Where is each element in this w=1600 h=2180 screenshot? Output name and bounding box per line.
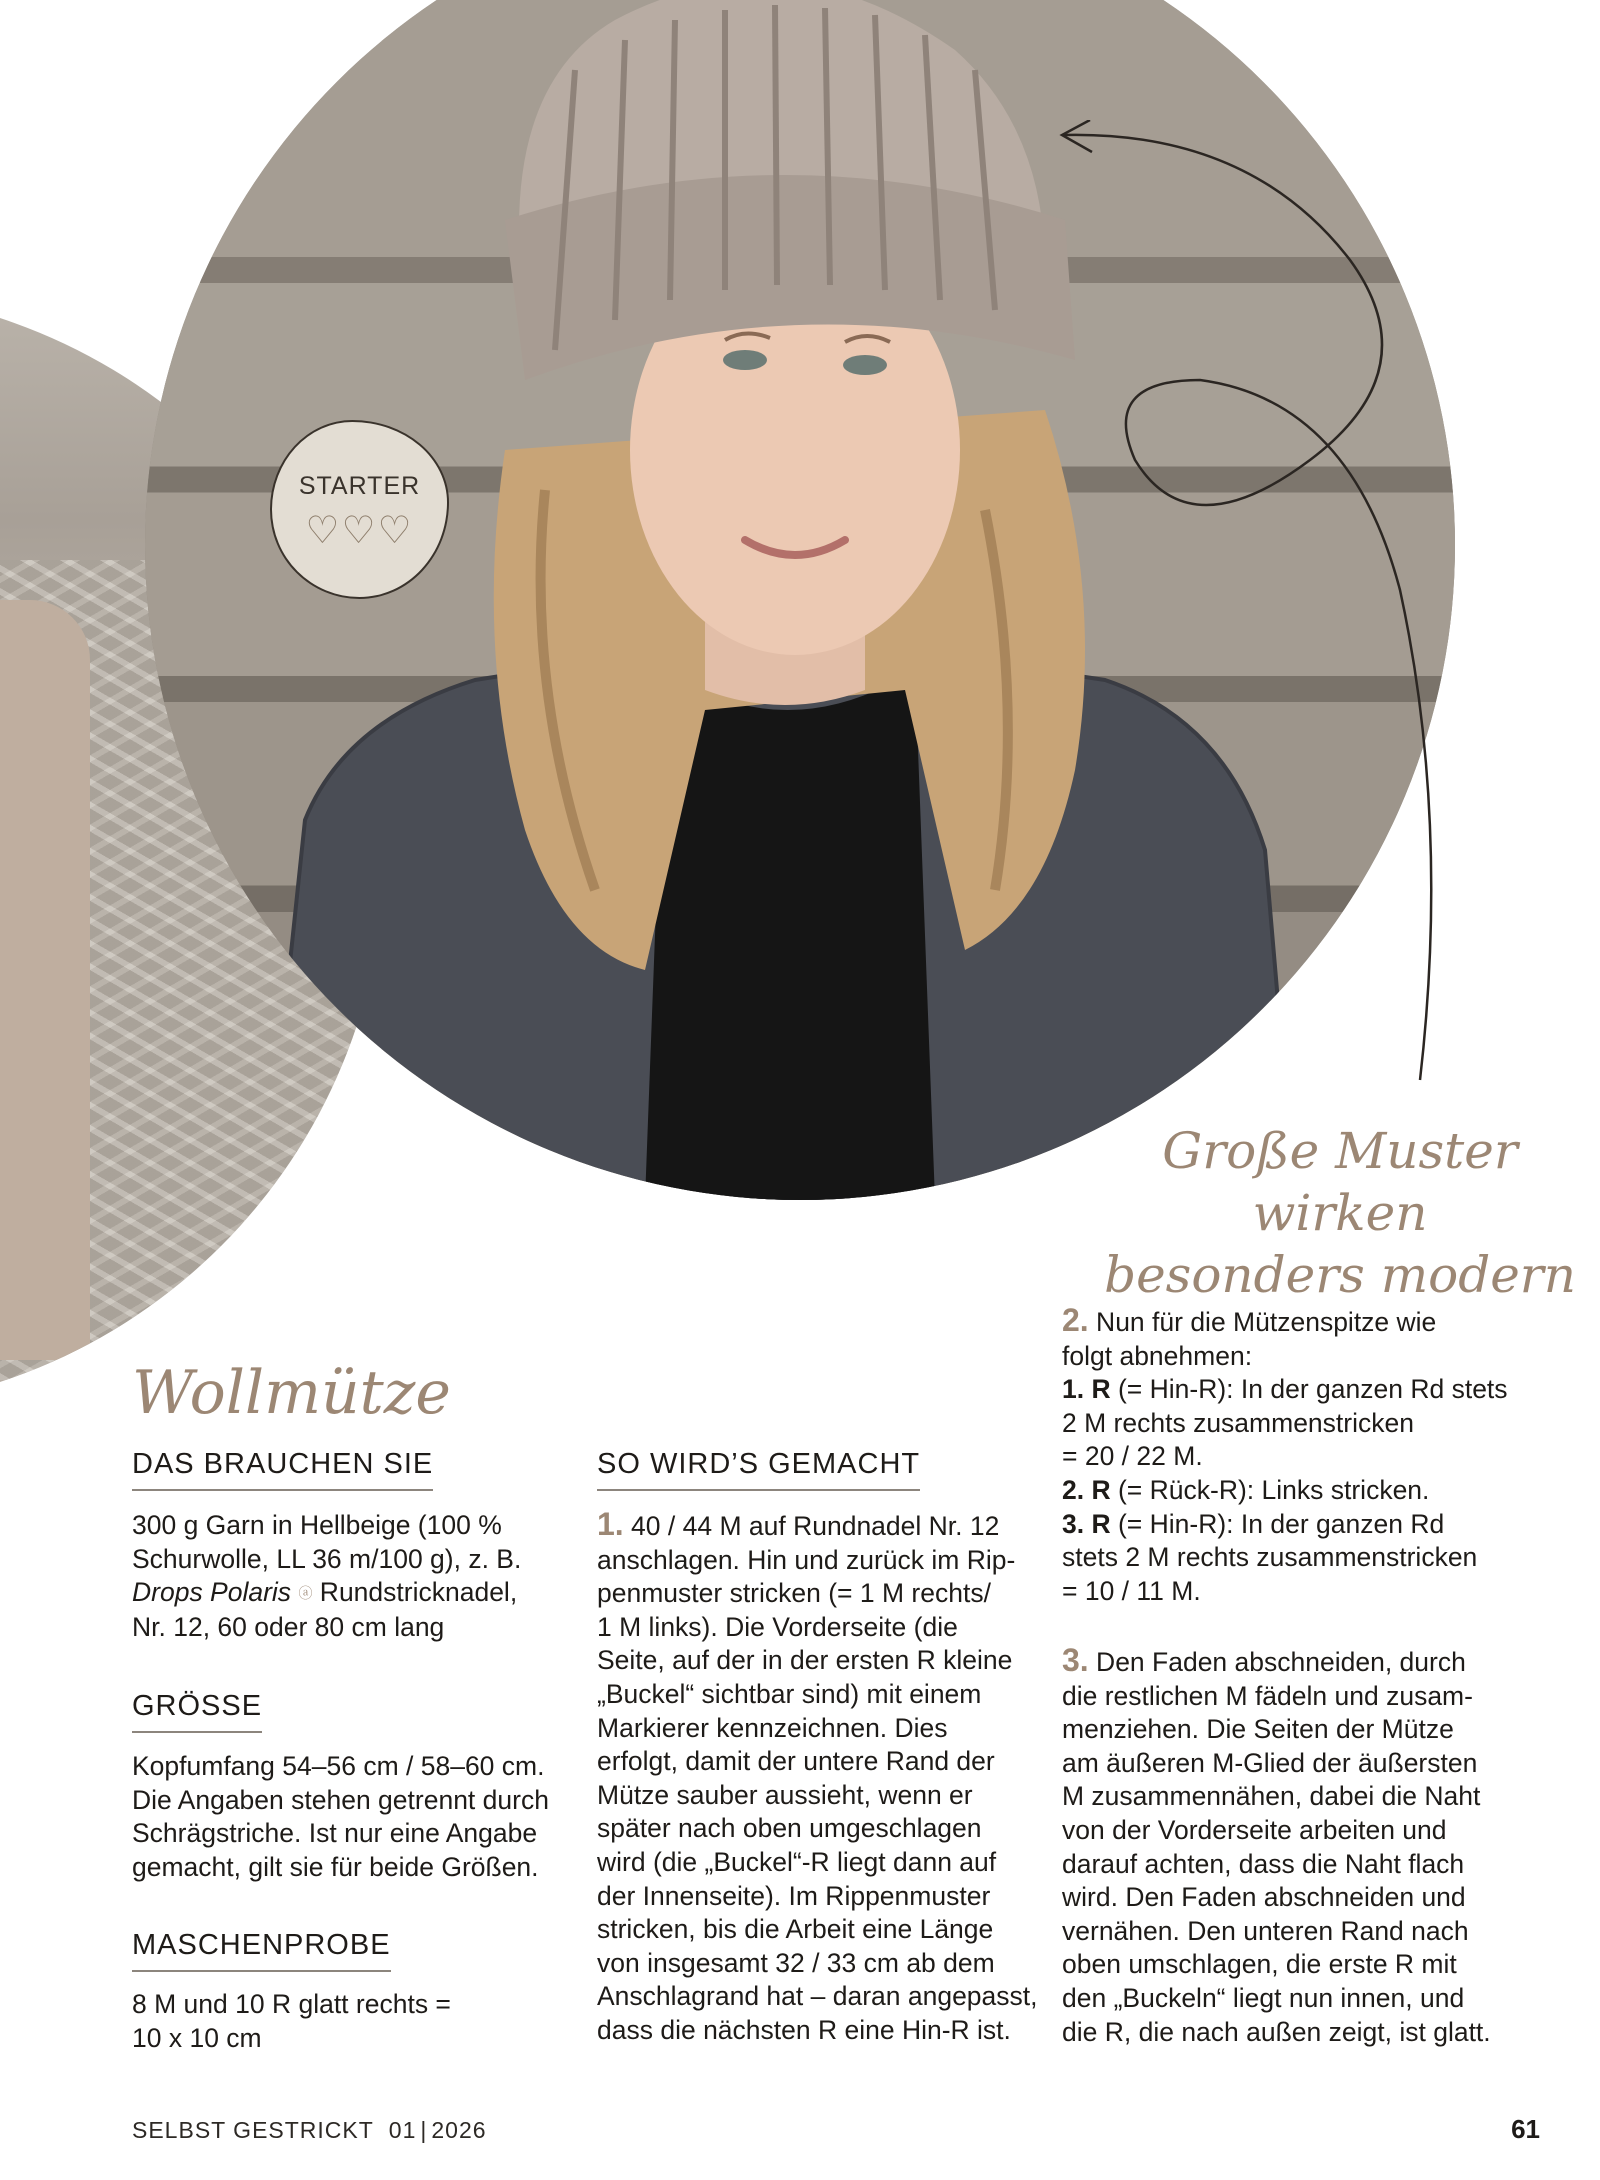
text-line <box>132 1576 562 1611</box>
text-line: darauf achten, dass die Naht flach <box>1062 1848 1465 1879</box>
text-line: M zusammennähen, dabei die Naht <box>1062 1781 1481 1812</box>
text-line: 1 M links). Die Vorderseite (die <box>597 1611 958 1642</box>
issue-number: 01 <box>388 2117 417 2143</box>
photo-coat <box>0 600 90 1360</box>
text-fragment: 40 / 44 M auf Rundnadel Nr. 12 <box>623 1511 1000 1541</box>
text-line: die R, die nach außen zeigt, ist glatt. <box>1062 2016 1491 2047</box>
text-line: gemacht, gilt sie für beide Größen. <box>132 1851 539 1882</box>
text-fragment: (= Hin-R): In der ganzen Rd <box>1110 1508 1445 1539</box>
text-line <box>1062 1304 1552 1340</box>
text-line: die restlichen M fädeln und zusam- <box>1062 1680 1473 1711</box>
step-number: 1. <box>597 1506 624 1542</box>
text-line: erfolgt, damit der untere Rand der <box>597 1746 995 1777</box>
text-fragment: Rundstricknadel, <box>312 1577 518 1608</box>
text-line <box>1062 1474 1552 1508</box>
text-line: den „Buckeln“ liegt nun innen, und <box>1062 1982 1465 2013</box>
text-line: = 20 / 22 M. <box>1062 1441 1203 1472</box>
text-line: anschlagen. Hin und zurück im Rip- <box>597 1544 1016 1575</box>
text-line: Schrägstriche. Ist nur eine Angabe <box>132 1818 538 1849</box>
caption-line: Große Muster wirken <box>1162 1122 1518 1242</box>
text-line: stets 2 M rechts zusammenstricken <box>1062 1542 1478 1573</box>
text-line: Kopfumfang 54–56 cm / 58–60 cm. <box>132 1751 545 1781</box>
text-line: stricken, bis die Arbeit eine Länge <box>597 1914 994 1945</box>
text-line: = 10 / 11 M. <box>1062 1575 1201 1606</box>
text-line: menziehen. Die Seiten der Mütze <box>1062 1714 1454 1745</box>
text-line: von insgesamt 32 / 33 cm ab dem <box>597 1947 995 1978</box>
text-line: vernähen. Den unteren Rand nach <box>1062 1915 1469 1946</box>
text-line: von der Vorderseite arbeiten und <box>1062 1814 1447 1845</box>
materials-text <box>132 1509 562 1645</box>
step1-text <box>597 1508 1047 2048</box>
photo-window <box>70 110 84 270</box>
registered-icon: ⓐ <box>298 1585 313 1602</box>
gauge-text <box>132 1988 562 2055</box>
issue-year: 2026 <box>431 2117 487 2143</box>
size-text <box>132 1750 562 1884</box>
photo-window <box>20 110 34 270</box>
page-number: 61 <box>1511 2114 1540 2144</box>
pattern-title: Wollmütze <box>132 1358 451 1428</box>
text-fragment: Nun für die Mützenspitze wie <box>1088 1307 1437 1337</box>
step3-text <box>1062 1644 1552 2049</box>
starter-label: STARTER <box>298 472 421 500</box>
text-line <box>1062 1373 1552 1407</box>
yarn-brand: Drops Polaris <box>132 1577 292 1608</box>
instructions-heading: SO WIRD’S GEMACHT <box>597 1448 920 1491</box>
magazine-name: SELBST GESTRICKT <box>132 2117 374 2143</box>
materials-heading: DAS BRAUCHEN SIE <box>132 1448 433 1491</box>
text-line: „Buckel“ sichtbar sind) mit einem <box>597 1678 982 1709</box>
text-fragment: (= Rück-R): Links stricken. <box>1110 1474 1430 1505</box>
text-line: Anschlagrand hat – daran angepasst, <box>597 1981 1038 2012</box>
caption-line: besonders modern <box>1104 1246 1576 1304</box>
curved-arrow-icon <box>1050 120 1470 1110</box>
step2-text <box>1062 1304 1552 1608</box>
text-line: Nr. 12, 60 oder 80 cm lang <box>132 1611 445 1642</box>
row-label: 3. R <box>1062 1508 1111 1539</box>
text-line: Die Angaben stehen getrennt durch <box>132 1784 549 1815</box>
text-line: Mütze sauber aussieht, wenn er <box>597 1779 973 1810</box>
text-line: penmuster stricken (= 1 M rechts/ <box>597 1578 991 1609</box>
text-line: 10 x 10 cm <box>132 2022 262 2053</box>
text-line: 300 g Garn in Hellbeige (100 % <box>132 1510 502 1540</box>
text-line: später nach oben umgeschlagen <box>597 1813 982 1844</box>
step-number: 2. <box>1062 1302 1089 1338</box>
text-line: folgt abnehmen: <box>1062 1340 1253 1371</box>
text-fragment: Den Faden abschneiden, durch <box>1088 1647 1466 1677</box>
text-line <box>1062 1644 1552 1680</box>
size-heading: GRÖSSE <box>132 1690 262 1733</box>
text-line: am äußeren M-Glied der äußersten <box>1062 1747 1478 1778</box>
text-line: Markierer kennzeichnen. Dies <box>597 1712 948 1743</box>
text-line: wird (die „Buckel“-R liegt dann auf <box>597 1846 997 1877</box>
text-line: 8 M und 10 R glatt rechts = <box>132 1989 451 2019</box>
text-line <box>1062 1508 1552 1542</box>
row-label: 1. R <box>1062 1374 1111 1405</box>
row-label: 2. R <box>1062 1474 1111 1505</box>
text-line: Schurwolle, LL 36 m/100 g), z. B. <box>132 1543 522 1574</box>
text-fragment: (= Hin-R): In der ganzen Rd stets <box>1110 1374 1508 1405</box>
text-line: dass die nächsten R eine Hin-R ist. <box>597 2014 1011 2045</box>
photo-caption <box>1080 1120 1600 1306</box>
step-number: 3. <box>1062 1642 1089 1678</box>
magazine-footer <box>132 2117 487 2144</box>
text-line: der Innenseite). Im Rippenmuster <box>597 1880 991 1911</box>
footer-separator: | <box>420 2117 428 2143</box>
photo-window <box>120 110 134 270</box>
text-line: oben umschlagen, die erste R mit <box>1062 1949 1457 1980</box>
text-line: Seite, auf der in der ersten R kleine <box>597 1645 1013 1676</box>
gauge-heading: MASCHENPROBE <box>132 1929 391 1972</box>
text-line: 2 M rechts zusammenstricken <box>1062 1407 1414 1438</box>
text-line: wird. Den Faden abschneiden und <box>1062 1882 1466 1913</box>
heart-icon: ♡♡♡ <box>305 510 414 552</box>
text-line <box>597 1508 1047 1544</box>
